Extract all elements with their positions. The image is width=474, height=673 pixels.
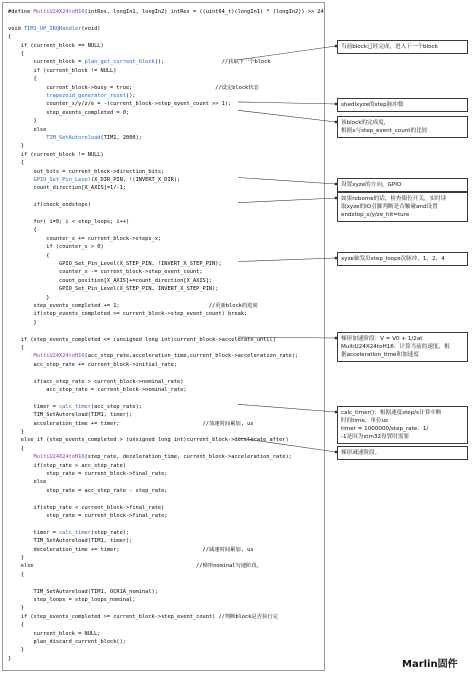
code-token: TIM_SetAutoreload(TIM1, OCR1A_nominal); <box>8 588 158 595</box>
code-token: if (counter_x > 0) <box>8 244 104 251</box>
code-token: if (step_events_completed >= current_block->step_event_count) //判断block是否执行完 <box>8 613 278 620</box>
code-token: } <box>8 647 24 654</box>
code-token: MultiU24X24toH16 <box>33 353 85 360</box>
annotation-line: 梯形减速阶段。 <box>341 450 381 456</box>
code-token: } <box>8 429 24 435</box>
code-token: step_events_completed += 1; //更新block的进度 <box>8 303 258 309</box>
code-token: (step_rate); <box>90 529 130 536</box>
code-token: GPIO_Set_Pin_Level(X_STEP_PIN, !INVERT_X_STEP_PIN); <box>8 261 222 267</box>
code-token: (); <box>126 93 136 99</box>
code-token: if(step_rate > acc_step_rate) <box>8 462 126 469</box>
code-token: if (step_events_completed <= (unsigned long int)current_block->accelerate_until) <box>8 336 276 343</box>
annotation-line: -1是因为stm32设置时需要 <box>341 434 410 440</box>
code-token: (intRes, longIn1, longIn2) intRes = ((uint64_t)(longIn1) * (longIn2)) >> 24 <box>84 9 324 15</box>
annotation-line: 据acceleration_time和加速度 <box>341 352 419 358</box>
annotation-note <box>337 332 468 362</box>
code-token: GPIO_Set_Pin_Level <box>33 177 91 183</box>
code-token: { <box>8 51 24 57</box>
code-token: (TIM1, 2000); <box>100 135 142 141</box>
code-token: MultiU24X24toH16 <box>33 9 85 15</box>
connector-line <box>238 46 336 60</box>
annotation-line: endstop_x/y/ze_hit=ture <box>341 212 410 218</box>
code-token: timer = <box>8 403 60 410</box>
annotation-note <box>337 116 468 138</box>
code-token: timer = <box>8 529 60 536</box>
code-token: { <box>8 34 12 41</box>
annotation-line: timer = 1000000/step_rate：1/ <box>341 426 429 432</box>
code-token: } <box>8 319 37 326</box>
code-token: plan_discard_current_block(); <box>8 639 126 645</box>
code-token: step_rate = current_block->final_rate; <box>8 513 168 519</box>
code-token: MultiU24X24toH16 <box>33 454 85 461</box>
connector-line <box>238 178 336 185</box>
code-token: #define <box>8 9 34 15</box>
code-token: (step_rate, deceleration_time, current_block->acceleration_rate); <box>84 454 292 461</box>
annotation-note <box>337 406 468 444</box>
code-token: { <box>8 160 24 167</box>
code-token: } <box>8 555 24 561</box>
code-token: current_block = <box>8 59 85 66</box>
code-token: step_rate = current_block->final_rate; <box>8 471 168 477</box>
connector-line <box>238 102 336 104</box>
code-token: GPIO_Set_Pin_Level(X_STEP_PIN, INVERT_X_STEP_PIN); <box>8 286 219 293</box>
annotation-line: 该block的完成度， <box>341 120 390 126</box>
code-token: if (current_block != NULL) <box>8 151 104 158</box>
code-token: TIM_SetAutoreload(TIM1, timer); <box>8 412 133 419</box>
code-token: if(step_rate < current_block->final_rate) <box>8 504 165 511</box>
connector-line <box>238 110 336 122</box>
code-token: } <box>8 655 12 662</box>
code-token: void <box>8 25 24 32</box>
code-token: { <box>8 571 24 578</box>
code-token: { <box>8 227 37 234</box>
annotation-note <box>337 40 468 54</box>
code-token: step_rate = acc_step_rate - step_rate; <box>8 487 168 494</box>
annotation-line: calc_timer()：根据速度step/s计算中断 <box>341 410 442 416</box>
code-token: (X_DIR_PIN, !(INVERT_X_DIR); <box>90 177 181 183</box>
code-token: calc_timer <box>59 403 91 410</box>
annotation-note <box>337 446 468 460</box>
annotation-line: 如果robome的话，检查限位开关，实时读 <box>341 196 447 202</box>
code-token: counter_x -= current_block->step_event_count; <box>8 269 203 276</box>
annotation-line: 取xyze的IO引脚判断是否触碰and设置 <box>341 204 438 210</box>
code-token: out_bits = current_block->direction_bits; <box>8 168 165 175</box>
connector-line <box>238 438 336 452</box>
code-token: { <box>8 345 24 351</box>
annotation-note <box>337 178 468 192</box>
annotation-line: xyze轴发出step_loops次脉冲，1，2，4 <box>341 256 445 262</box>
code-token: { <box>8 252 50 259</box>
code-token: (acc_step_rate); <box>90 403 142 410</box>
annotation-line: shedlxyze的step脉冲数 <box>341 102 404 108</box>
code-token: else if (step_events_completed > (unsigned long int)current_block->decelerate_after) <box>8 437 289 444</box>
connector-line <box>238 198 336 203</box>
code-token: } <box>8 118 37 125</box>
code-token: (); //获取下一个block <box>154 59 271 66</box>
code-token: step_events_completed = 0; <box>8 109 130 116</box>
annotation-note <box>337 98 468 112</box>
code-token: plan_get_current_block <box>84 59 155 66</box>
code-token: current_block = NULL; <box>8 630 101 637</box>
annotation-line: 时间time，单位us <box>341 418 389 424</box>
annotation-line: 设置xyze的方向，GPIO <box>341 182 402 188</box>
watermark-label: Marlin固件 <box>402 659 458 670</box>
code-token: else <box>8 479 47 486</box>
code-token: if(check_endstops) <box>8 202 91 209</box>
annotation-note <box>337 192 468 222</box>
code-token: } <box>8 605 24 612</box>
code-token: if (current_block != NULL) <box>8 67 117 74</box>
code-token: acceleration_time += timer; //加速时间累加, us <box>8 420 254 427</box>
code-token: } <box>8 143 24 150</box>
code-token: } <box>8 294 50 301</box>
code-token: count_direction[X_AXIS]=1/-1; <box>8 185 126 192</box>
code-token: { <box>8 76 37 83</box>
connector-line <box>238 337 336 338</box>
code-token: step_loops = step_loops_nominal; <box>8 597 136 603</box>
code-token: if(acc_step_rate > current_block->nominal_rate) <box>8 378 184 385</box>
code-token: acc_step_rate = current_block->nominal_rate; <box>8 387 187 393</box>
code-token: { <box>8 622 24 629</box>
code-token: calc_timer <box>59 529 91 536</box>
code-token: for( i=0; i < step_loops; i++) <box>8 219 130 225</box>
code-token: acc_step_rate += current_block->initial_rate; <box>8 361 178 368</box>
annotation-line: 当前block已经完成，进入下一个block <box>341 44 438 50</box>
code-token: if(step_events_completed >= current_block->step_event_count) break; <box>8 311 248 318</box>
code-token: if (current_block == NULL) <box>8 42 104 49</box>
annotation-line: 根据x与step_event_count的比较 <box>341 128 428 134</box>
code-token: else <box>8 126 47 133</box>
connector-line <box>238 258 336 262</box>
connector-line <box>238 404 336 412</box>
code-token: counter_x += current_block->steps_x; <box>8 235 162 242</box>
code-token: count_position[X_AXIS]+=count_direction[X_AXIS]; <box>8 277 213 284</box>
code-token: deceleration_time += timer; //减速时间累加, us <box>8 546 254 553</box>
code-token: current_block->busy = true; //设定block状态 <box>8 84 259 91</box>
annotation-line: 梯形加速阶段：V = V0 + 1/2at <box>341 336 423 342</box>
code-token: trapezoid_generator_reset <box>46 93 127 99</box>
code-token: TIM_SetAutoreload(TIM1, timer); <box>8 538 133 545</box>
code-token: { <box>8 445 24 452</box>
code-token: TIM_SetAutoreload <box>46 135 101 141</box>
annotation-line: MultiU24X24toH16：计算当前的速度，根 <box>341 344 450 350</box>
annotation-note <box>337 252 468 266</box>
code-token: else //梯形nominal匀速阶段。 <box>8 563 262 570</box>
code-token: TIM1_UP_IRQHandler <box>23 25 82 32</box>
code-token: counter_x/y/z/e = -(current_block->step_event_count >> 1); <box>8 101 232 108</box>
code-token: (acc_step_rate,acceleration_time,current_block->acceleration_rate); <box>84 353 299 360</box>
code-token: (void) <box>81 25 101 32</box>
